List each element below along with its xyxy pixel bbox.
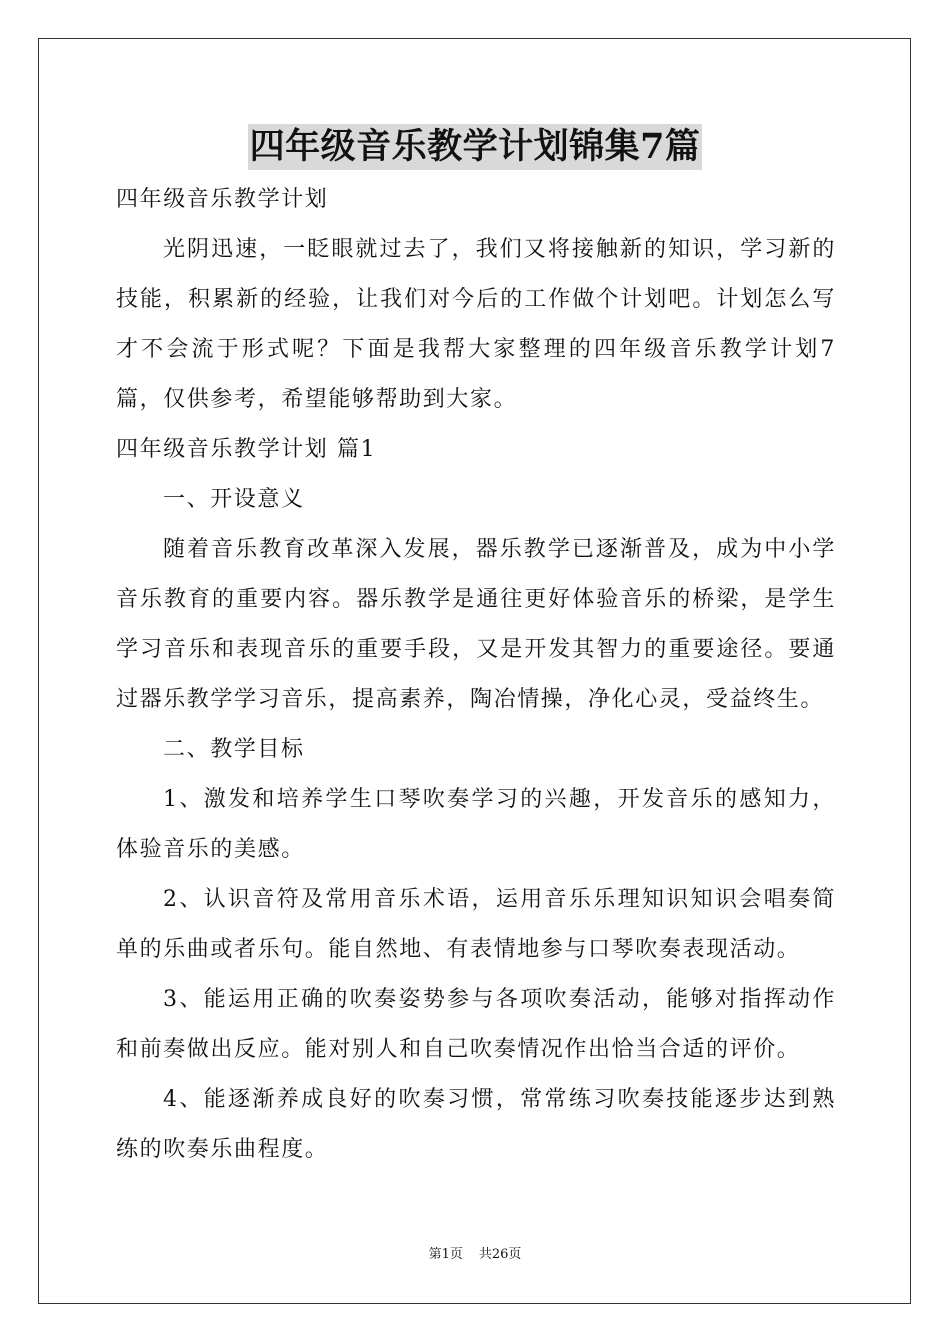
title-container — [0, 124, 950, 170]
subsection-heading: 一、开设意义 — [163, 487, 305, 512]
document-title: 四年级音乐教学计划锦集7篇 — [248, 124, 703, 170]
page-number: 第1页 — [428, 1247, 463, 1262]
list-item: 2、认识音符及常用音乐术语，运用音乐乐理知识知识会唱奏简单的乐曲或者乐句。能自然地、有表情地参与口琴吹奏表现活动。 — [116, 887, 836, 962]
list-item: 3、能运用正确的吹奏姿势参与各项吹奏活动，能够对指挥动作和前奏做出反应。能对别人和自己吹奏情况作出恰当合适的评价。 — [116, 987, 836, 1062]
section-heading: 四年级音乐教学计划 篇1 — [116, 437, 377, 462]
paragraph: 四年级音乐教学计划 — [116, 187, 329, 212]
page-footer — [0, 1246, 950, 1264]
document-body — [116, 175, 836, 1175]
page-total: 共26页 — [478, 1247, 522, 1262]
paragraph: 光阴迅速，一眨眼就过去了，我们又将接触新的知识，学习新的技能，积累新的经验，让我们对今后的工作做个计划吧。计划怎么写才不会流于形式呢？下面是我帮大家整理的四年级音乐教学计划7篇，仅供参考，希望能够帮助到大家。 — [116, 237, 836, 412]
paragraph: 随着音乐教育改革深入发展，器乐教学已逐渐普及，成为中小学音乐教育的重要内容。器乐教学是通往更好体验音乐的桥梁，是学生学习音乐和表现音乐的重要手段，又是开发其智力的重要途径。要通过器乐教学学习音乐，提高素养，陶冶情操，净化心灵，受益终生。 — [116, 537, 836, 712]
list-item: 4、能逐渐养成良好的吹奏习惯，常常练习吹奏技能逐步达到熟练的吹奏乐曲程度。 — [116, 1087, 836, 1162]
subsection-heading: 二、教学目标 — [163, 737, 305, 762]
list-item: 1、激发和培养学生口琴吹奏学习的兴趣，开发音乐的感知力，体验音乐的美感。 — [116, 787, 836, 862]
